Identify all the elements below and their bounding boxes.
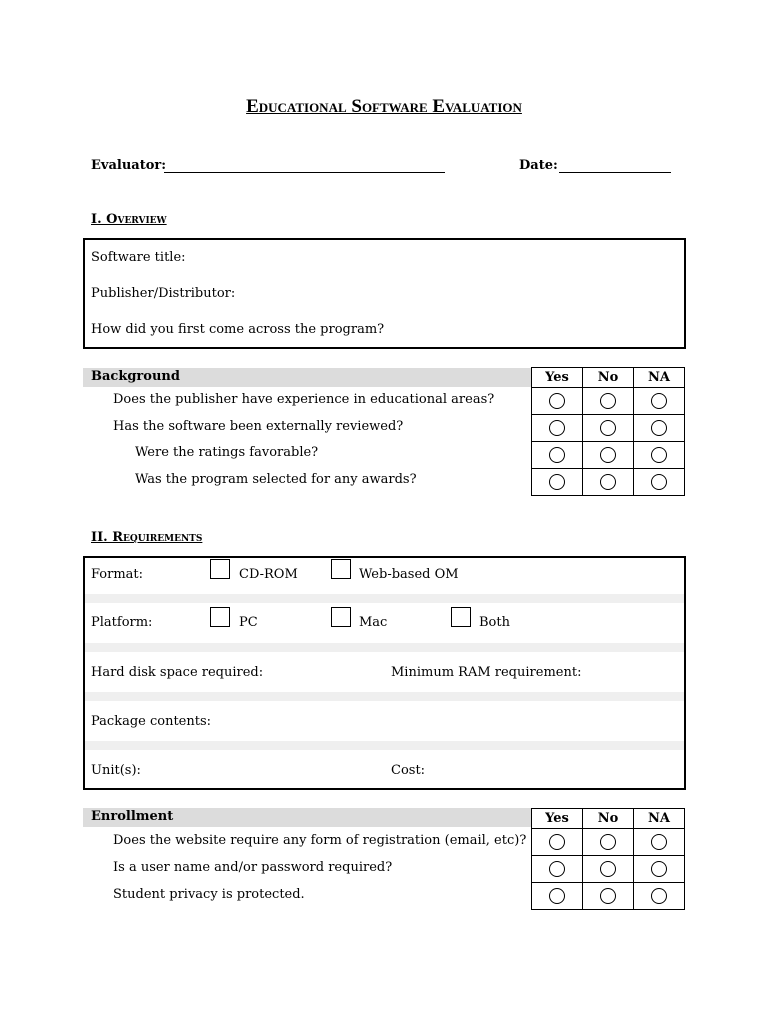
enrollment-question: Student privacy is protected. (113, 887, 305, 902)
radio-circle-icon[interactable] (549, 861, 565, 877)
radio-circle-icon[interactable] (651, 888, 667, 904)
software-title-field[interactable]: Software title: (91, 250, 186, 265)
radio-circle-icon[interactable] (549, 834, 565, 850)
discovery-field[interactable]: How did you first come across the program? (91, 322, 385, 337)
radio-circle-icon[interactable] (600, 888, 616, 904)
radio-circle-icon[interactable] (549, 474, 565, 490)
package-contents-field[interactable]: Package contents: (91, 714, 212, 729)
radio-circle-icon[interactable] (651, 420, 667, 436)
radio-circle-icon[interactable] (549, 393, 565, 409)
page-title: Educational Software Evaluation (246, 96, 522, 117)
publisher-field[interactable]: Publisher/Distributor: (91, 286, 236, 301)
platform-label: Platform: (91, 615, 153, 630)
overview-heading: I. Overview (91, 212, 167, 227)
enrollment-answer-table (531, 808, 685, 910)
background-heading: Background (91, 369, 180, 384)
evaluator-label: Evaluator: (91, 158, 167, 173)
platform-option-mac: Mac (359, 615, 388, 630)
background-question: Does the publisher have experience in educational areas? (113, 392, 495, 407)
radio-circle-icon[interactable] (651, 834, 667, 850)
no-column-header: No (583, 368, 634, 388)
requirements-heading: II. Requirements (91, 530, 203, 545)
radio-circle-icon[interactable] (651, 474, 667, 490)
radio-circle-icon[interactable] (651, 393, 667, 409)
radio-circle-icon[interactable] (549, 420, 565, 436)
na-column-header: NA (634, 368, 685, 388)
platform-option-both: Both (479, 615, 510, 630)
checkbox-mac-icon[interactable] (331, 607, 351, 627)
platform-option-pc: PC (239, 615, 258, 630)
enrollment-heading: Enrollment (91, 809, 174, 824)
row-divider (85, 643, 684, 652)
enrollment-question: Is a user name and/or password required? (113, 860, 393, 875)
radio-circle-icon[interactable] (600, 447, 616, 463)
format-option-cdrom: CD-ROM (239, 567, 298, 582)
date-field[interactable] (559, 172, 671, 173)
radio-circle-icon[interactable] (600, 861, 616, 877)
row-divider (85, 594, 684, 603)
background-question: Has the software been externally reviewed? (113, 419, 404, 434)
radio-circle-icon[interactable] (600, 474, 616, 490)
row-divider (85, 741, 684, 750)
enrollment-question: Does the website require any form of registration (email, etc)? (113, 833, 527, 848)
radio-circle-icon[interactable] (600, 834, 616, 850)
format-label: Format: (91, 567, 144, 582)
radio-circle-icon[interactable] (549, 447, 565, 463)
background-question: Were the ratings favorable? (135, 445, 319, 460)
date-label: Date: (519, 158, 558, 173)
row-divider (85, 692, 684, 701)
checkbox-pc-icon[interactable] (210, 607, 230, 627)
checkbox-webbased-icon[interactable] (331, 559, 351, 579)
format-option-webbased: Web-based OM (359, 567, 459, 582)
radio-circle-icon[interactable] (549, 888, 565, 904)
yes-column-header: Yes (532, 809, 583, 829)
background-question: Was the program selected for any awards? (135, 472, 417, 487)
checkbox-both-icon[interactable] (451, 607, 471, 627)
background-answer-table (531, 367, 685, 496)
evaluator-field[interactable] (164, 172, 445, 173)
radio-circle-icon[interactable] (600, 393, 616, 409)
radio-circle-icon[interactable] (651, 861, 667, 877)
na-column-header: NA (634, 809, 685, 829)
radio-circle-icon[interactable] (651, 447, 667, 463)
yes-column-header: Yes (532, 368, 583, 388)
radio-circle-icon[interactable] (600, 420, 616, 436)
no-column-header: No (583, 809, 634, 829)
checkbox-cdrom-icon[interactable] (210, 559, 230, 579)
disk-space-field[interactable]: Hard disk space required: (91, 665, 264, 680)
ram-field[interactable]: Minimum RAM requirement: (391, 665, 582, 680)
cost-field[interactable]: Cost: (391, 763, 426, 778)
units-field[interactable]: Unit(s): (91, 763, 141, 778)
